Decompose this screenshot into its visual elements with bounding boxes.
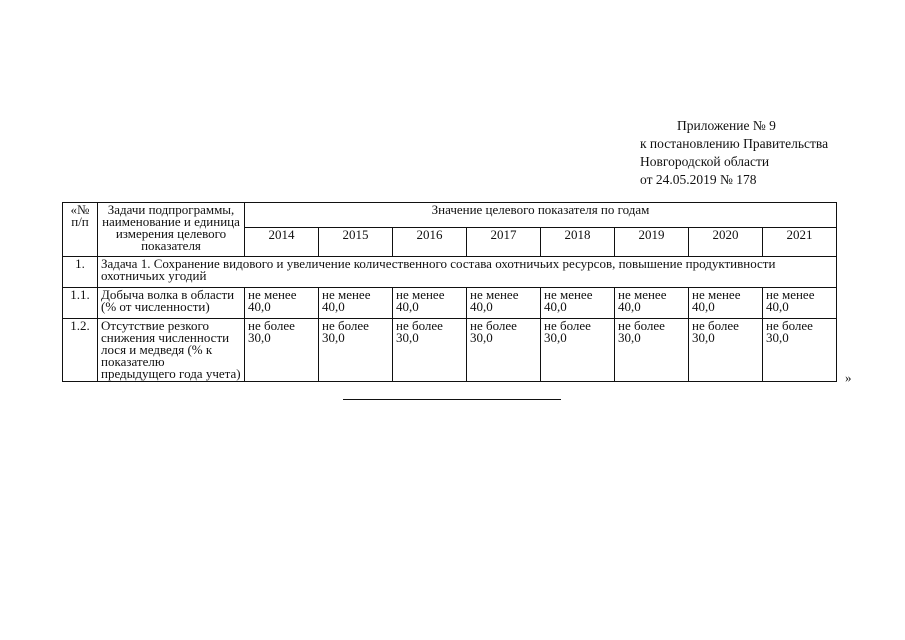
value-cell: не менее 40,0 xyxy=(689,288,763,319)
year-header: 2016 xyxy=(393,228,467,257)
appendix-header xyxy=(640,117,828,189)
value-cell: не более 30,0 xyxy=(541,319,615,382)
year-header: 2018 xyxy=(541,228,615,257)
value-cell: не более 30,0 xyxy=(393,319,467,382)
appendix-region: Новгородской области xyxy=(640,154,770,169)
divider xyxy=(343,399,561,400)
value-cell: не более 30,0 xyxy=(467,319,541,382)
value-cell: не менее 40,0 xyxy=(541,288,615,319)
task-row xyxy=(63,257,837,288)
col-values-header: Значение целевого показателя по годам xyxy=(245,203,837,228)
table-header-row xyxy=(63,203,837,228)
appendix-resolution: к постановлению Правительства xyxy=(640,136,829,151)
appendix-date: от 24.05.2019 № 178 xyxy=(640,172,757,187)
value-cell: не менее 40,0 xyxy=(393,288,467,319)
value-cell: не менее 40,0 xyxy=(615,288,689,319)
year-header: 2014 xyxy=(245,228,319,257)
year-header: 2020 xyxy=(689,228,763,257)
value-cell: не более 30,0 xyxy=(319,319,393,382)
value-cell: не более 30,0 xyxy=(689,319,763,382)
indicator-name: Добыча волка в области (% от численности) xyxy=(98,288,245,319)
value-cell: не более 30,0 xyxy=(245,319,319,382)
year-header: 2021 xyxy=(763,228,837,257)
closing-quote: » xyxy=(845,370,852,385)
target-indicators-table xyxy=(62,202,837,382)
value-cell: не менее 40,0 xyxy=(467,288,541,319)
appendix-number: Приложение № 9 xyxy=(677,118,776,133)
col-num-header: «№ п/п xyxy=(63,203,98,257)
row-number: 1.1. xyxy=(63,288,98,319)
row-number: 1.2. xyxy=(63,319,98,382)
year-header: 2017 xyxy=(467,228,541,257)
row-number: 1. xyxy=(63,257,98,288)
value-cell: не менее 40,0 xyxy=(763,288,837,319)
value-cell: не менее 40,0 xyxy=(245,288,319,319)
table-row xyxy=(63,319,837,382)
col-task-header: Задачи подпрограммы, наименование и единица измерения целевого показателя xyxy=(98,203,245,257)
value-cell: не более 30,0 xyxy=(615,319,689,382)
table-row xyxy=(63,288,837,319)
value-cell: не менее 40,0 xyxy=(319,288,393,319)
value-cell: не более 30,0 xyxy=(763,319,837,382)
year-header: 2019 xyxy=(615,228,689,257)
task-text: Задача 1. Сохранение видового и увеличение количественного состава охотничьих ресурсов, повышение продуктивности охотничьих угодий xyxy=(98,257,837,288)
indicator-name: Отсутствие резкого снижения численности лося и медведя (% к показателю предыдущего года учета) xyxy=(98,319,245,382)
year-header: 2015 xyxy=(319,228,393,257)
